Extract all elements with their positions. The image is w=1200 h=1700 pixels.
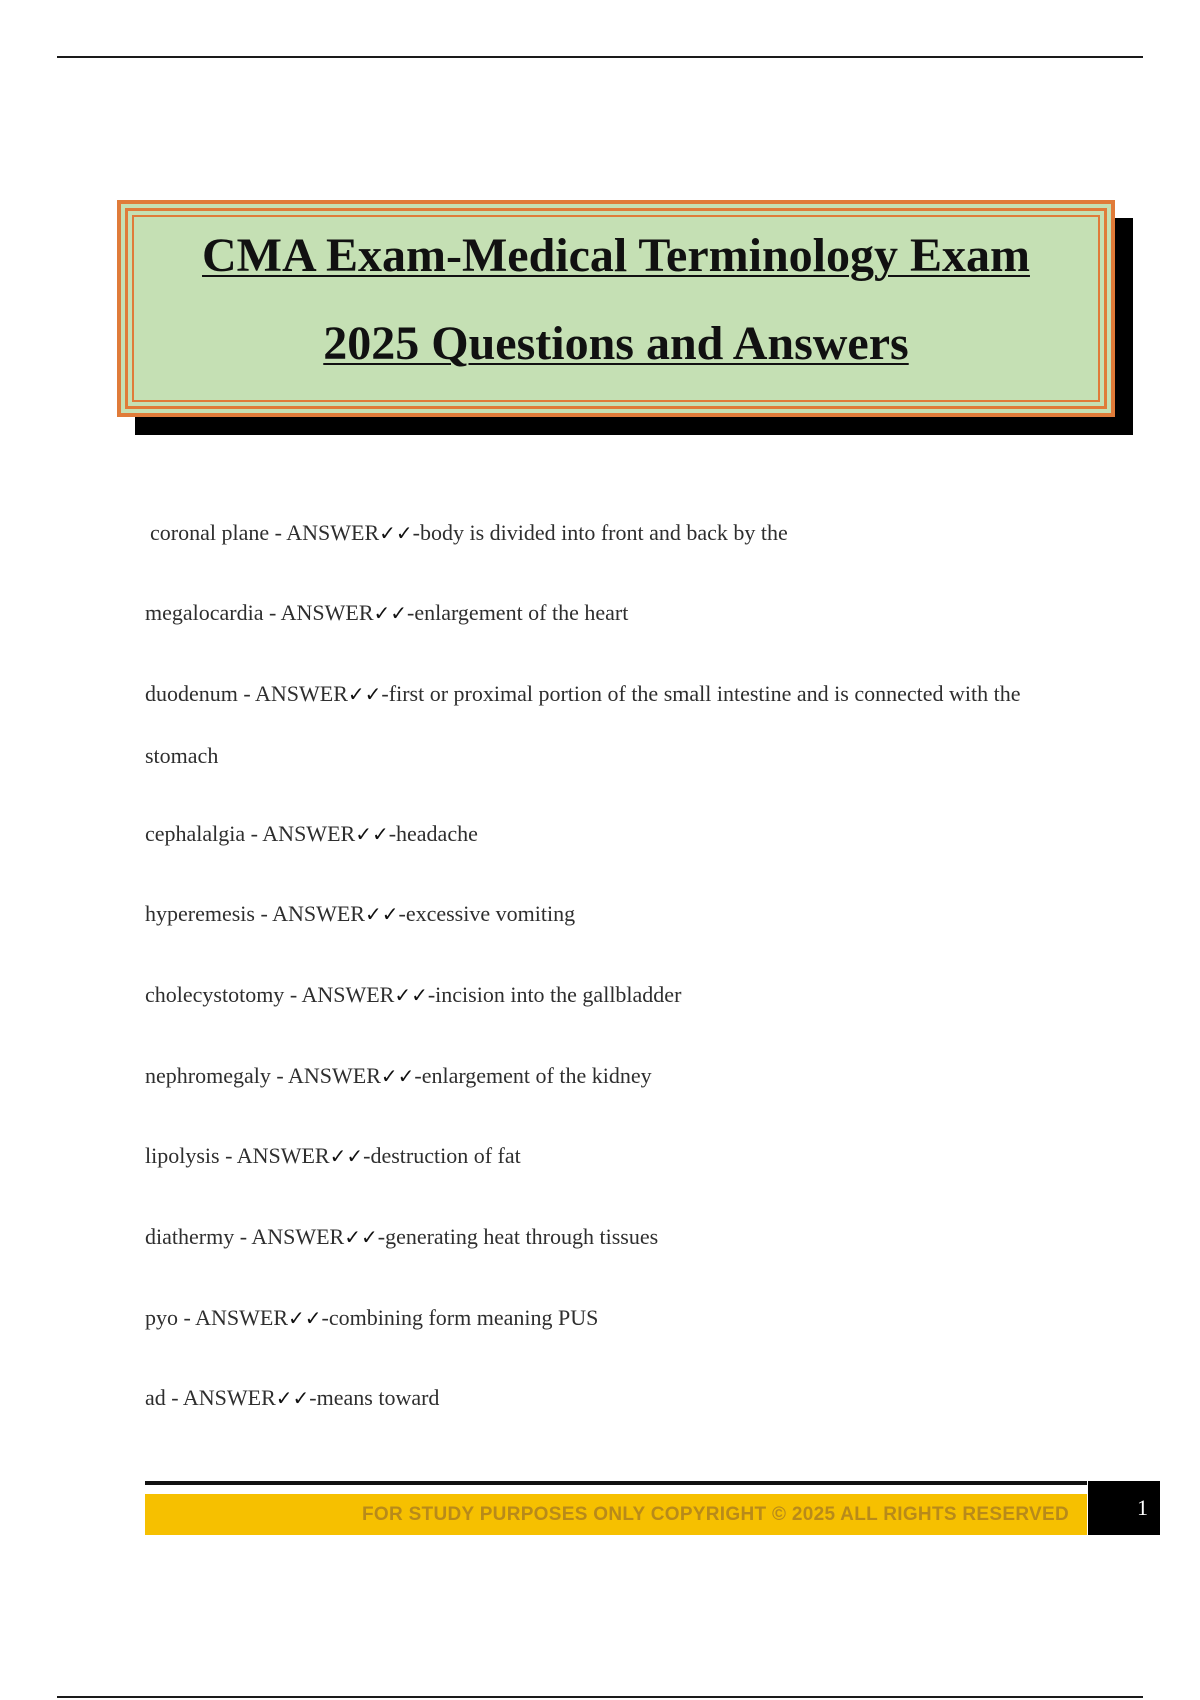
- double-check-icon: ✓✓: [275, 1386, 310, 1410]
- answer-label: ANSWER: [236, 1143, 330, 1168]
- footer-bar: [145, 1494, 1087, 1535]
- qa-definition: first or proximal portion of the small intestine and is connected with the stomach: [145, 681, 1021, 768]
- answer-label: ANSWER: [182, 1385, 276, 1410]
- qa-term: hyperemesis: [145, 901, 255, 926]
- qa-term: diathermy: [145, 1224, 235, 1249]
- qa-definition: generating heat through tissues: [385, 1224, 659, 1249]
- qa-entry: hyperemesis - ANSWER✓✓-excessive vomiting: [145, 901, 576, 926]
- footer-rule: [145, 1481, 1087, 1485]
- qa-term: lipolysis: [145, 1143, 220, 1168]
- bottom-rule: [57, 1696, 1143, 1698]
- answer-label: ANSWER: [280, 600, 374, 625]
- double-check-icon: ✓✓: [373, 601, 408, 625]
- double-check-icon: ✓✓: [355, 822, 389, 846]
- qa-definition: enlargement of the heart: [414, 600, 629, 625]
- qa-entry: cephalalgia - ANSWER✓✓-headache: [145, 821, 478, 846]
- answer-label: ANSWER: [272, 901, 365, 926]
- qa-definition: means toward: [316, 1385, 440, 1410]
- double-check-icon: ✓✓: [329, 1144, 364, 1168]
- qa-entry: diathermy - ANSWER✓✓-generating heat through tissues: [145, 1224, 659, 1249]
- answer-label: ANSWER: [301, 982, 395, 1007]
- qa-term: megalocardia: [145, 600, 264, 625]
- qa-term: nephromegaly: [145, 1063, 271, 1088]
- answer-label: ANSWER: [262, 821, 356, 846]
- qa-entry: nephromegaly - ANSWER✓✓-enlargement of the kidney: [145, 1063, 652, 1088]
- qa-entry: cholecystotomy - ANSWER✓✓-incision into the gallbladder: [145, 982, 682, 1007]
- title-line-2: 2025 Questions and Answers: [323, 317, 909, 370]
- qa-definition: combining form meaning PUS: [328, 1305, 599, 1330]
- double-check-icon: ✓✓: [288, 1306, 322, 1330]
- qa-entry: ad - ANSWER✓✓-means toward: [145, 1385, 440, 1410]
- qa-term: cephalalgia: [145, 821, 246, 846]
- answer-label: ANSWER: [195, 1305, 289, 1330]
- qa-entry: coronal plane - ANSWER✓✓-body is divided into front and back by the: [150, 520, 788, 545]
- qa-term: ad: [145, 1385, 166, 1410]
- answer-label: ANSWER: [251, 1224, 345, 1249]
- title-line-1: CMA Exam-Medical Terminology Exam: [202, 229, 1030, 282]
- double-check-icon: ✓✓: [379, 521, 413, 545]
- qa-entry: lipolysis - ANSWER✓✓-destruction of fat: [145, 1143, 521, 1168]
- qa-entry: megalocardia - ANSWER✓✓-enlargement of the heart: [145, 600, 629, 625]
- qa-definition: destruction of fat: [370, 1143, 521, 1168]
- answer-label: ANSWER: [286, 520, 380, 545]
- qa-entry: duodenum - ANSWER✓✓-first or proximal portion of the small intestine and is connected with the stomach: [145, 681, 1021, 768]
- qa-definition: body is divided into front and back by the: [419, 520, 788, 545]
- double-check-icon: ✓✓: [364, 902, 399, 926]
- answer-label: ANSWER: [287, 1063, 381, 1088]
- title-banner: [117, 200, 1115, 417]
- qa-term: cholecystotomy: [145, 982, 285, 1007]
- qa-term: pyo: [145, 1305, 178, 1330]
- qa-definition: excessive vomiting: [405, 901, 576, 926]
- page-number-box: [1088, 1481, 1160, 1535]
- qa-definition: enlargement of the kidney: [421, 1063, 652, 1088]
- qa-definition: incision into the gallbladder: [435, 982, 682, 1007]
- double-check-icon: ✓✓: [347, 682, 382, 706]
- double-check-icon: ✓✓: [344, 1225, 378, 1249]
- qa-term: duodenum: [145, 681, 238, 706]
- qa-definition: headache: [396, 821, 478, 846]
- page-number: 1: [1137, 1495, 1148, 1520]
- qa-term: coronal plane: [150, 520, 270, 545]
- double-check-icon: ✓✓: [380, 1064, 415, 1088]
- header-rule: [57, 56, 1143, 58]
- qa-entry: pyo - ANSWER✓✓-combining form meaning PUS: [145, 1305, 599, 1330]
- double-check-icon: ✓✓: [394, 983, 428, 1007]
- footer-copyright-text: FOR STUDY PURPOSES ONLY COPYRIGHT © 2025 ALL RIGHTS RESERVED: [361, 1504, 1069, 1525]
- answer-label: ANSWER: [255, 681, 348, 706]
